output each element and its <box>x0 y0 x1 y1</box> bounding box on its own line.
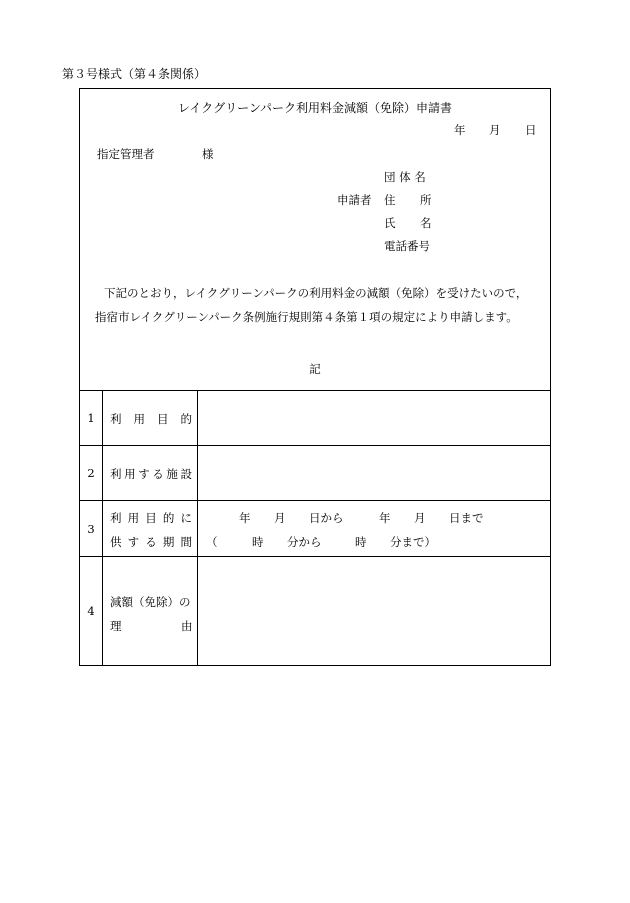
row-divider <box>80 500 550 501</box>
column-divider <box>197 390 198 666</box>
period-month-until[interactable]: 月 <box>414 511 426 525</box>
table-top-rule <box>80 390 550 391</box>
row-divider <box>80 556 550 557</box>
phone-field[interactable]: 電話番号 <box>384 239 430 253</box>
time-min-until[interactable]: 分まで） <box>390 535 436 549</box>
time-min-from[interactable]: 分から <box>287 535 322 549</box>
row-label-reason-1: 減額（免除）の <box>110 595 191 609</box>
row-divider <box>80 445 550 446</box>
date-month-field[interactable]: 月 <box>489 123 501 137</box>
time-hour-from[interactable]: 時 <box>252 535 264 549</box>
time-paren-open: （ <box>206 535 218 549</box>
time-hour-until[interactable]: 時 <box>355 535 367 549</box>
period-day-from[interactable]: 日から <box>309 511 344 525</box>
form-title: レイクグリーンパーク利用料金減額（免除）申請書 <box>177 101 453 115</box>
period-year-until[interactable]: 年 <box>379 511 391 525</box>
facility-field[interactable] <box>200 448 548 498</box>
row-label-purpose: 利 用 目 的 <box>110 412 192 426</box>
date-day-field[interactable]: 日 <box>525 123 537 137</box>
row-label-facility: 利用する施設 <box>110 467 192 481</box>
addressee-label: 指定管理者 <box>97 147 155 161</box>
period-month-from[interactable]: 月 <box>274 511 286 525</box>
row-number: 3 <box>87 522 95 536</box>
row-number: 4 <box>87 604 95 618</box>
row-number: 1 <box>87 411 95 425</box>
ki-mark: 記 <box>309 362 321 376</box>
purpose-field[interactable] <box>200 393 548 443</box>
row-label-reason-a: 理 <box>110 619 122 633</box>
row-label-reason-b: 由 <box>181 619 193 633</box>
applicant-label: 申請者 <box>337 193 372 207</box>
name-field[interactable]: 名 <box>420 216 432 230</box>
addressee-honorific: 様 <box>202 147 214 161</box>
form-label: 第３号様式（第４条関係） <box>62 67 207 81</box>
reason-field[interactable] <box>200 559 548 663</box>
group-name-field[interactable]: 団 体 名 <box>384 170 426 184</box>
application-form <box>79 88 551 666</box>
period-day-until[interactable]: 日まで <box>449 511 484 525</box>
date-year-field[interactable]: 年 <box>454 123 466 137</box>
name-label-a: 氏 <box>384 216 396 230</box>
period-year-from[interactable]: 年 <box>239 511 251 525</box>
row-number: 2 <box>87 466 95 480</box>
row-label-period-1: 利 用 目 的 に <box>110 511 192 525</box>
address-field[interactable]: 所 <box>420 193 432 207</box>
body-line-2: 指宿市レイクグリーンパーク条例施行規則第４条第１項の規定により申請します。 <box>95 310 518 324</box>
address-label-a: 住 <box>384 193 396 207</box>
row-label-period-2: 供 す る 期 間 <box>110 535 192 549</box>
body-line-1: 下記のとおり，レイクグリーンパークの利用料金の減額（免除）を受けたいので， <box>104 286 528 300</box>
column-divider <box>102 390 103 666</box>
